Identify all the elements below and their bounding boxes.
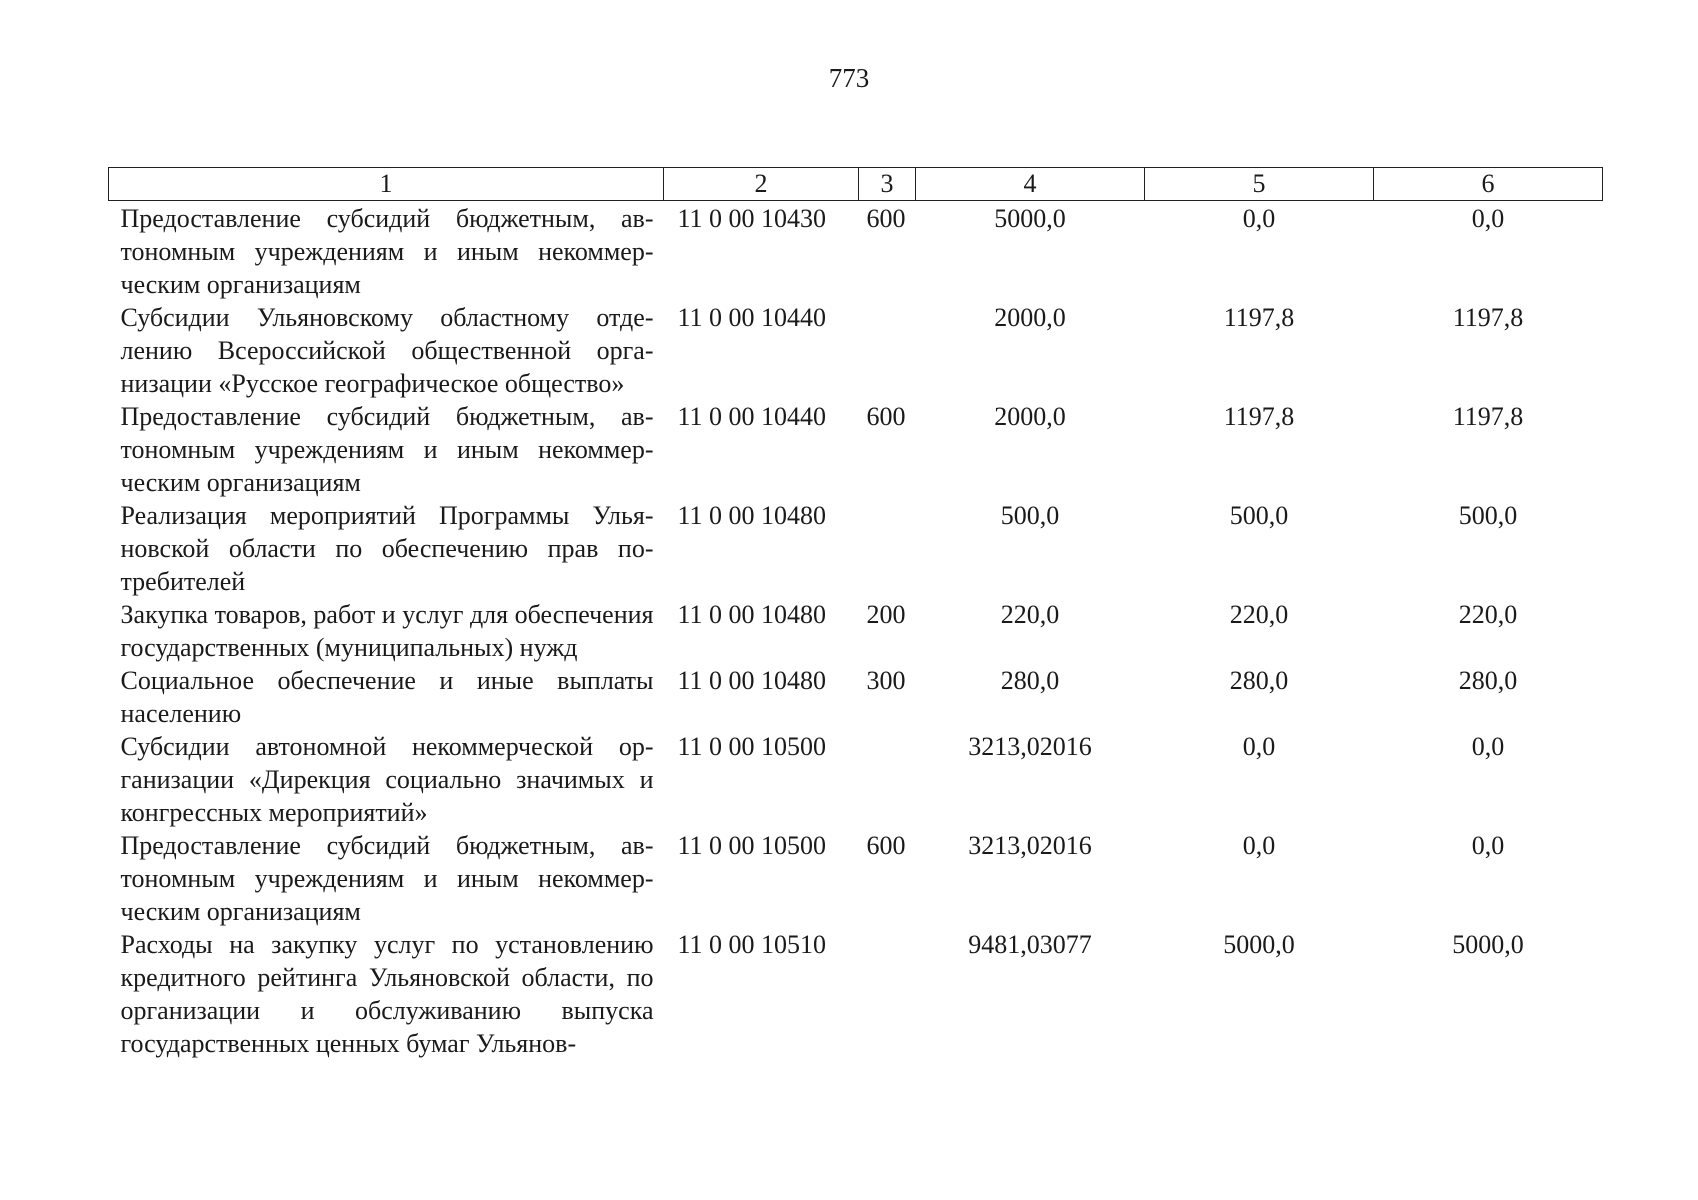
header-col-1: 1 (109, 168, 664, 201)
row-value-6: 5000,0 (1452, 930, 1524, 959)
header-row (109, 168, 1603, 201)
row-value-4: 500,0 (1000, 501, 1060, 530)
row-value-6: 280,0 (1458, 666, 1518, 695)
row-expense-type (859, 499, 916, 598)
table-row (109, 301, 1603, 400)
table-row (109, 499, 1603, 598)
table-row (109, 730, 1603, 829)
row-code: 11 0 00 10510 (677, 930, 827, 959)
row-value-5: 5000,0 (1223, 930, 1295, 959)
header-col-5: 5 (1145, 168, 1374, 201)
row-expense-type (859, 730, 916, 829)
table-row (109, 598, 1603, 664)
row-expense-type: 600 (866, 402, 906, 431)
header-col-2: 2 (664, 168, 859, 201)
row-code: 11 0 00 10480 (677, 501, 827, 530)
row-value-4: 5000,0 (994, 204, 1066, 233)
header-col-6: 6 (1374, 168, 1603, 201)
row-name: Предоставление субсидий бюджетным, автономным учреждениям и иным некоммерческим организациям (120, 204, 654, 299)
row-value-5: 280,0 (1229, 666, 1289, 695)
row-value-4: 2000,0 (994, 402, 1066, 431)
row-expense-type: 200 (866, 600, 906, 629)
row-name: Предоставление субсидий бюджетным, автономным учреждениям и иным некоммерческим организациям (120, 831, 654, 926)
row-code: 11 0 00 10480 (677, 666, 827, 695)
row-value-5: 1197,8 (1223, 303, 1295, 332)
row-name: Субсидии Ульяновскому областному отделению Всероссийской общественной организации «Русское географическое общество» (120, 303, 654, 398)
page-number: 773 (828, 63, 870, 93)
row-value-6: 1197,8 (1452, 303, 1524, 332)
row-value-6: 1197,8 (1452, 402, 1524, 431)
row-code: 11 0 00 10430 (677, 204, 827, 233)
row-name: Закупка товаров, работ и услуг для обеспечения государственных (муниципальных) нужд (120, 600, 654, 662)
row-expense-type (859, 928, 916, 1060)
row-value-5: 0,0 (1242, 831, 1276, 860)
row-value-6: 0,0 (1471, 204, 1505, 233)
row-value-5: 0,0 (1242, 204, 1276, 233)
row-expense-type: 300 (866, 666, 906, 695)
row-value-4: 3213,02016 (968, 732, 1092, 761)
row-value-4: 220,0 (1000, 600, 1060, 629)
table-header (109, 168, 1603, 201)
row-value-6: 220,0 (1458, 600, 1518, 629)
row-expense-type: 600 (866, 831, 906, 860)
row-name: Предоставление субсидий бюджетным, автономным учреждениям и иным некоммерческим организациям (120, 402, 654, 497)
row-value-6: 500,0 (1458, 501, 1518, 530)
row-value-4: 2000,0 (994, 303, 1066, 332)
row-value-5: 0,0 (1242, 732, 1276, 761)
row-value-6: 0,0 (1471, 831, 1505, 860)
row-expense-type: 600 (866, 204, 906, 233)
row-name: Расходы на закупку услуг по установлению кредитного рейтинга Ульяновской области, по организации и обслуживанию выпуска государственных ценных бумаг Ульянов- (120, 930, 654, 1058)
row-expense-type (859, 301, 916, 400)
row-value-5: 1197,8 (1223, 402, 1295, 431)
row-value-5: 220,0 (1229, 600, 1289, 629)
table-row (109, 664, 1603, 730)
table-body (109, 201, 1603, 1061)
row-code: 11 0 00 10440 (677, 303, 827, 332)
table-row (109, 201, 1603, 302)
row-value-4: 3213,02016 (968, 831, 1092, 860)
row-name: Реализация мероприятий Программы Ульяновской области по обеспечению прав потребителей (120, 501, 654, 596)
row-name: Субсидии автономной некоммерческой организации «Дирекция социально значимых и конгрессных мероприятий» (120, 732, 654, 827)
row-value-6: 0,0 (1471, 732, 1505, 761)
row-code: 11 0 00 10480 (677, 600, 827, 629)
row-value-4: 280,0 (1000, 666, 1060, 695)
table-row (109, 928, 1603, 1060)
row-value-4: 9481,03077 (968, 930, 1092, 959)
row-value-5: 500,0 (1229, 501, 1289, 530)
row-code: 11 0 00 10440 (677, 402, 827, 431)
header-col-4: 4 (916, 168, 1145, 201)
table-row (109, 400, 1603, 499)
row-name: Социальное обеспечение и иные выплаты населению (120, 666, 654, 728)
budget-table (108, 167, 1603, 1060)
row-code: 11 0 00 10500 (677, 732, 827, 761)
header-col-3: 3 (859, 168, 916, 201)
row-code: 11 0 00 10500 (677, 831, 827, 860)
table-row (109, 829, 1603, 928)
